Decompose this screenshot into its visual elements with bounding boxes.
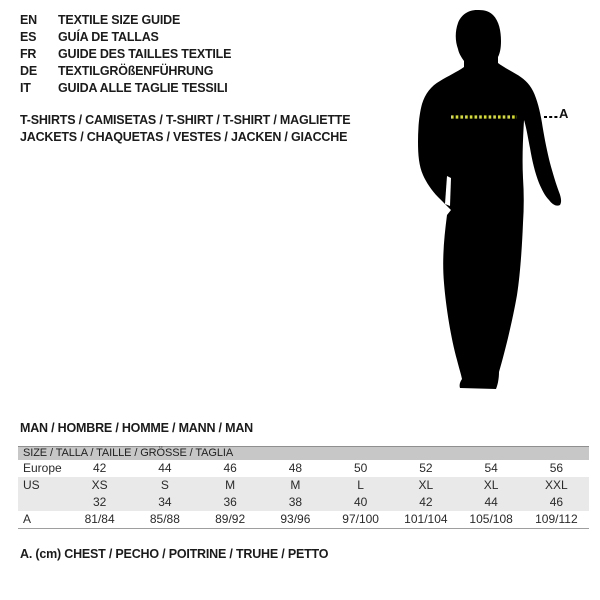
- size-cell: 32: [92, 495, 107, 509]
- size-cell: L: [357, 478, 364, 492]
- measurement-label-a: A: [559, 106, 569, 121]
- row-label: Europe: [23, 461, 62, 475]
- size-cell: 81/84: [84, 512, 115, 526]
- row-label: US: [23, 478, 40, 492]
- size-row-europe: [18, 460, 589, 477]
- size-cell: 85/88: [149, 512, 180, 526]
- language-guide-list: [20, 12, 231, 97]
- language-row: [20, 12, 231, 29]
- category-line-jackets: JACKETS / CHAQUETAS / VESTES / JACKEN / GIACCHE: [20, 130, 348, 144]
- garment-categories: [20, 112, 350, 146]
- size-cell: 36: [223, 495, 237, 509]
- row-label: [18, 494, 67, 511]
- language-code: FR: [20, 47, 37, 61]
- size-cell: 40: [353, 495, 368, 509]
- size-cell: XS: [91, 478, 108, 492]
- row-label: A: [23, 512, 32, 526]
- language-row: [20, 29, 231, 46]
- size-cell: 56: [549, 461, 564, 475]
- language-code: IT: [20, 81, 31, 95]
- measurement-footnote: A. (cm) CHEST / PECHO / POITRINE / TRUHE / PETTO: [20, 547, 329, 561]
- language-code: DE: [20, 64, 37, 78]
- size-row-chest-a: [18, 511, 589, 528]
- size-cell: 52: [419, 461, 433, 475]
- size-cell: 48: [288, 461, 303, 475]
- size-cell: 42: [92, 461, 107, 475]
- size-cell: 97/100: [342, 512, 379, 526]
- size-cell: 46: [549, 495, 564, 509]
- language-row: [20, 80, 231, 97]
- size-cell: 54: [484, 461, 498, 475]
- size-cell: M: [225, 478, 236, 492]
- language-label: GUIDA ALLE TAGLIE TESSILI: [58, 81, 228, 95]
- size-row-numeric: [18, 494, 589, 511]
- size-cell: S: [160, 478, 169, 492]
- size-table: [18, 446, 589, 529]
- size-cell: 105/108: [469, 512, 513, 526]
- language-code: ES: [20, 30, 37, 44]
- size-cell: M: [290, 478, 301, 492]
- language-row: [20, 46, 231, 63]
- size-cell: 38: [288, 495, 303, 509]
- size-cell: 44: [484, 495, 498, 509]
- size-cell: 34: [158, 495, 172, 509]
- man-silhouette: [414, 8, 569, 393]
- size-cell: XXL: [545, 478, 568, 492]
- size-cell: 109/112: [535, 512, 578, 526]
- size-table-header: SIZE / TALLA / TAILLE / GRÖSSE / TAGLIA: [18, 447, 589, 460]
- size-cell: 101/104: [404, 512, 448, 526]
- language-row: [20, 63, 231, 80]
- size-cell: 89/92: [215, 512, 246, 526]
- size-cell: 93/96: [280, 512, 311, 526]
- language-label: TEXTILE SIZE GUIDE: [58, 13, 181, 27]
- size-cell: 44: [158, 461, 172, 475]
- language-label: TEXTILGRÖßENFÜHRUNG: [58, 64, 214, 78]
- category-line-tshirts: T-SHIRTS / CAMISETAS / T-SHIRT / T-SHIRT / MAGLIETTE: [20, 113, 351, 127]
- size-cell: 46: [223, 461, 237, 475]
- language-label: GUÍA DE TALLAS: [58, 30, 159, 44]
- size-cell: 42: [419, 495, 433, 509]
- language-label: GUIDE DES TAILLES TEXTILE: [58, 47, 232, 61]
- man-figure: [414, 8, 584, 396]
- section-title-man: MAN / HOMBRE / HOMME / MANN / MAN: [20, 421, 253, 435]
- size-cell: 50: [353, 461, 368, 475]
- size-cell: XL: [418, 478, 434, 492]
- size-cell: XL: [483, 478, 499, 492]
- size-row-us: [18, 477, 589, 494]
- language-code: EN: [20, 13, 37, 27]
